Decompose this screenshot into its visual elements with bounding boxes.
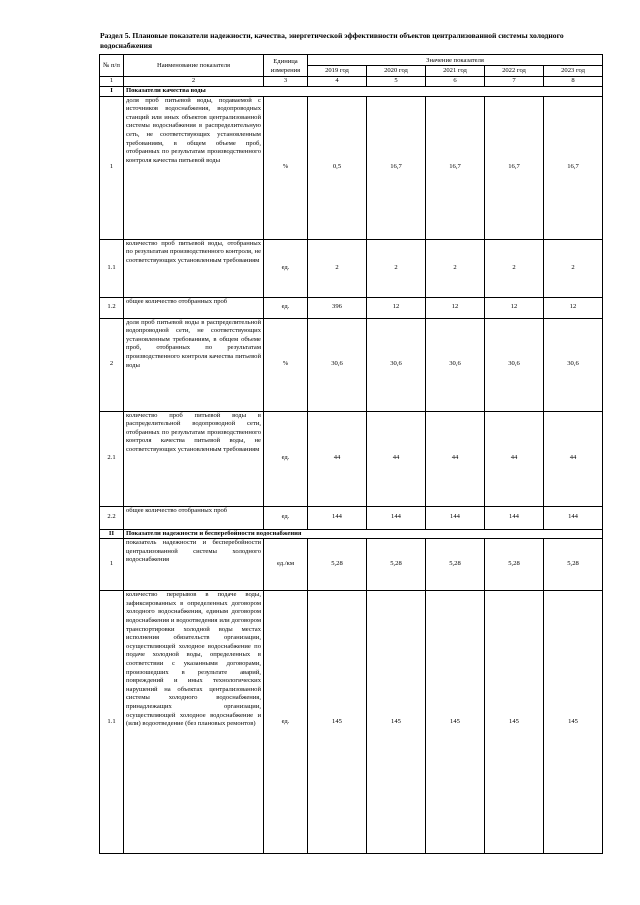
value-cell: 145: [308, 591, 367, 854]
row-number: 1.1: [100, 239, 124, 297]
value-cell: 5,28: [544, 539, 603, 591]
value-cell: 2: [485, 239, 544, 297]
indicator-name: количество перерывов в подаче воды, зафиксированных в определенных договором холодного водоснабжения, единым договором водоснабжения и водоотведения или договором транспортировки холодной воды местах исполнения обязательств организации, осуществляющей холодное водоснабжение по подаче холодной воды, определенных в соответствии с указанными договорами, произошедших в результате аварий, повреждений и иных технологических нарушений на объектах централизованной системы холодного водоснабжения, принадлежащих организации, осуществляющей холодное водоснабжение и (или) водоотведение (без плановых ремонтов): [124, 591, 264, 854]
value-cell: 5,28: [367, 539, 426, 591]
value-cell: 12: [485, 297, 544, 318]
index-cell: 1: [100, 77, 124, 87]
row-number: 1: [100, 96, 124, 239]
value-cell: 5,28: [426, 539, 485, 591]
unit-cell: ед.: [264, 411, 308, 506]
header-num: № п/п: [100, 55, 124, 77]
value-cell: 2: [308, 239, 367, 297]
index-cell: 5: [367, 77, 426, 87]
header-year: 2022 год: [485, 66, 544, 77]
value-cell: 16,7: [426, 96, 485, 239]
value-cell: 145: [485, 591, 544, 854]
indicator-name: общее количество отобранных проб: [124, 506, 264, 529]
value-cell: 0,5: [308, 96, 367, 239]
value-cell: 144: [308, 506, 367, 529]
table-row: [100, 506, 603, 529]
indicators-table: [99, 54, 603, 854]
value-cell: 2: [544, 239, 603, 297]
table-row: [100, 96, 603, 239]
page-title: Раздел 5. Плановые показатели надежности, качества, энергетической эффективности объектов централизованной системы холодного водоснабжения: [100, 31, 564, 50]
value-cell: 5,28: [308, 539, 367, 591]
row-number: 1.2: [100, 297, 124, 318]
table-row: [100, 539, 603, 591]
value-cell: 44: [308, 411, 367, 506]
value-cell: 30,6: [308, 318, 367, 411]
value-cell: 44: [367, 411, 426, 506]
index-cell: 3: [264, 77, 308, 87]
row-number: 2.2: [100, 506, 124, 529]
value-cell: 44: [485, 411, 544, 506]
unit-cell: ед.: [264, 297, 308, 318]
index-cell: 8: [544, 77, 603, 87]
value-cell: 16,7: [544, 96, 603, 239]
value-cell: 30,6: [426, 318, 485, 411]
table-row: [100, 591, 603, 854]
header-name: Наименование показателя: [124, 55, 264, 77]
header-year: 2020 год: [367, 66, 426, 77]
value-cell: 145: [426, 591, 485, 854]
value-cell: 44: [426, 411, 485, 506]
indicator-name: количество проб питьевой воды, отобранных по результатам производственного контроля, не соответствующих установленным требованиям: [124, 239, 264, 297]
value-cell: 16,7: [367, 96, 426, 239]
value-cell: 16,7: [485, 96, 544, 239]
value-cell: 144: [426, 506, 485, 529]
value-cell: 12: [544, 297, 603, 318]
value-cell: 2: [426, 239, 485, 297]
row-number: 2.1: [100, 411, 124, 506]
index-row: [100, 77, 603, 87]
header-unit: Единица измерения: [264, 55, 308, 77]
value-cell: 12: [426, 297, 485, 318]
header-year: 2023 год: [544, 66, 603, 77]
header-year: 2021 год: [426, 66, 485, 77]
value-cell: 44: [544, 411, 603, 506]
unit-cell: ед.: [264, 591, 308, 854]
indicator-name: доля проб питьевой воды в распределительной водопроводной сети, не соответствующих установленным требованиям, в общем объеме проб, отобранных по результатам производственного контроля качества питьевой воды: [124, 318, 264, 411]
unit-cell: ед.: [264, 506, 308, 529]
value-cell: 5,28: [485, 539, 544, 591]
unit-cell: ед.: [264, 239, 308, 297]
header-row: [100, 55, 603, 66]
indicator-name: общее количество отобранных проб: [124, 297, 264, 318]
table-row: [100, 297, 603, 318]
value-cell: 396: [308, 297, 367, 318]
unit-cell: %: [264, 318, 308, 411]
value-cell: 144: [367, 506, 426, 529]
header-year: 2019 год: [308, 66, 367, 77]
value-cell: 144: [485, 506, 544, 529]
value-cell: 144: [544, 506, 603, 529]
indicator-name: доля проб питьевой воды, подаваемой с источников водоснабжения, водопроводных станций или иных объектов централизованной системы водоснабжения в распределительную сеть, не соответствующих установленным требованиям, в общем объеме проб, отобранных по результатам производственного контроля качества питьевой воды: [124, 96, 264, 239]
section-title: Показатели качества воды: [124, 87, 603, 97]
value-cell: 2: [367, 239, 426, 297]
value-cell: 30,6: [485, 318, 544, 411]
value-cell: 30,6: [367, 318, 426, 411]
section-number: I: [100, 87, 124, 97]
section-title: Показатели надежности и бесперебойности водоснабжения: [124, 529, 603, 539]
row-number: 2: [100, 318, 124, 411]
header-values-group: Значение показателя: [308, 55, 603, 66]
value-cell: 30,6: [544, 318, 603, 411]
section-row: [100, 529, 603, 539]
value-cell: 145: [544, 591, 603, 854]
value-cell: 145: [367, 591, 426, 854]
section-number: II: [100, 529, 124, 539]
index-cell: 7: [485, 77, 544, 87]
indicator-name: показатель надежности и бесперебойности централизованной системы холодного водоснабжения: [124, 539, 264, 591]
value-cell: 12: [367, 297, 426, 318]
row-number: 1.1: [100, 591, 124, 854]
row-number: 1: [100, 539, 124, 591]
indicator-name: количество проб питьевой воды в распределительной водопроводной сети, отобранных по результатам производственного контроля качества питьевой воды, не соответствующих установленным требованиям: [124, 411, 264, 506]
index-cell: 2: [124, 77, 264, 87]
unit-cell: %: [264, 96, 308, 239]
table-row: [100, 239, 603, 297]
table-row: [100, 318, 603, 411]
index-cell: 6: [426, 77, 485, 87]
section-row: [100, 87, 603, 97]
index-cell: 4: [308, 77, 367, 87]
unit-cell: ед./км: [264, 539, 308, 591]
table-row: [100, 411, 603, 506]
